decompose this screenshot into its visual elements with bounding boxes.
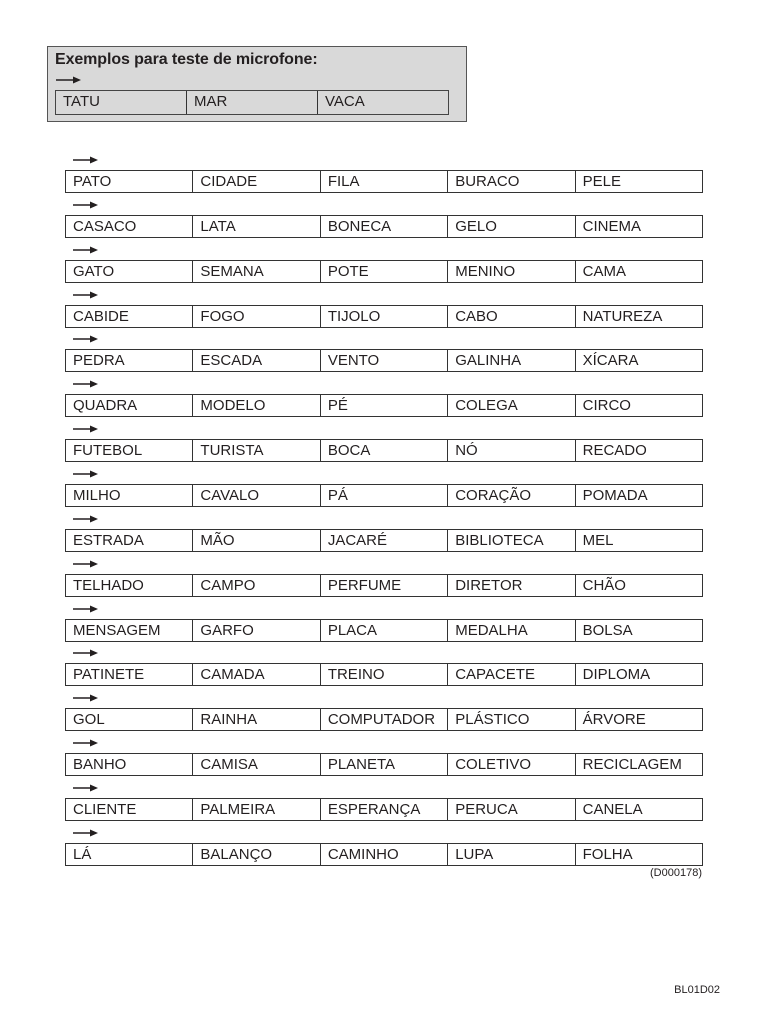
word-cell: COLETIVO [447,754,574,775]
word-cell: VENTO [320,350,447,371]
word-row [65,708,703,731]
word-cell: FILA [320,171,447,192]
word-cell: MILHO [73,487,121,504]
word-row [65,753,703,776]
example-title: Exemplos para teste de microfone: [55,51,318,68]
word-cell: PATINETE [73,666,145,683]
word-cell: COLEGA [447,395,574,416]
word-cell: MENINO [447,261,574,282]
word-cell: MEL [575,530,702,551]
footer-code: BL01D02 [674,984,720,996]
word-cell: MÃO [192,530,319,551]
word-row [65,529,703,552]
word-cell: ÁRVORE [575,709,702,730]
word-cell: NATUREZA [575,306,702,327]
word-cell: PÉ [320,395,447,416]
word-cell: GALINHA [447,350,574,371]
word-cell: QUADRA [73,397,138,414]
word-cell: RAINHA [192,709,319,730]
word-cell: PLACA [320,620,447,641]
example-word: MAR [186,91,317,114]
word-cell: LATA [192,216,319,237]
word-cell: LUPA [447,844,574,865]
word-cell: BANHO [73,756,127,773]
word-cell: GOL [73,711,105,728]
word-row [65,394,703,417]
word-cell: TREINO [320,664,447,685]
right-arrow-icon [73,649,99,657]
word-cell: CANELA [575,799,702,820]
word-cell: PALMEIRA [192,799,319,820]
word-cell: FOGO [192,306,319,327]
word-cell: CABIDE [73,308,129,325]
word-row [65,260,703,283]
word-cell: POTE [320,261,447,282]
word-cell: POMADA [575,485,702,506]
word-cell: ESTRADA [73,532,144,549]
word-cell: TELHADO [73,577,144,594]
word-cell: SEMANA [192,261,319,282]
word-cell: PLÁSTICO [447,709,574,730]
word-cell: NÓ [447,440,574,461]
word-cell: BOLSA [575,620,702,641]
word-cell: CASACO [73,218,137,235]
word-cell: BOCA [320,440,447,461]
right-arrow-icon [73,829,99,837]
right-arrow-icon [73,291,99,299]
right-arrow-icon [73,605,99,613]
word-row [65,843,703,866]
word-cell: TURISTA [192,440,319,461]
word-cell: RECICLAGEM [575,754,702,775]
right-arrow-icon [73,470,99,478]
word-cell: CAMADA [192,664,319,685]
word-cell: BALANÇO [192,844,319,865]
word-cell: PÁ [320,485,447,506]
word-cell: CAMPO [192,575,319,596]
word-cell: PEDRA [73,352,125,369]
word-cell: MODELO [192,395,319,416]
word-cell: BURACO [447,171,574,192]
word-cell: CAMISA [192,754,319,775]
word-row [65,574,703,597]
word-cell: CHÃO [575,575,702,596]
word-cell: COMPUTADOR [320,709,447,730]
word-cell: DIPLOMA [575,664,702,685]
right-arrow-icon [73,694,99,702]
right-arrow-icon [73,335,99,343]
word-cell: MENSAGEM [73,622,161,639]
microphone-test-box [47,46,467,122]
word-cell: CORAÇÃO [447,485,574,506]
word-cell: PLANETA [320,754,447,775]
example-word-row [55,90,449,115]
word-row [65,484,703,507]
word-cell: CAPACETE [447,664,574,685]
right-arrow-icon [73,380,99,388]
word-cell: RECADO [575,440,702,461]
word-row [65,663,703,686]
word-cell: CLIENTE [73,801,137,818]
word-row [65,439,703,462]
word-cell: BIBLIOTECA [447,530,574,551]
right-arrow-icon [73,739,99,747]
word-cell: PATO [73,173,112,190]
word-cell: CINEMA [575,216,702,237]
word-row [65,349,703,372]
word-cell: PERUCA [447,799,574,820]
word-cell: ESPERANÇA [320,799,447,820]
word-cell: CIRCO [575,395,702,416]
word-cell: CAMA [575,261,702,282]
example-word: VACA [317,91,448,114]
word-cell: CIDADE [192,171,319,192]
word-cell: DIRETOR [447,575,574,596]
word-row [65,215,703,238]
word-cell: PERFUME [320,575,447,596]
right-arrow-icon [73,246,99,254]
word-cell: CAVALO [192,485,319,506]
right-arrow-icon [73,560,99,568]
word-row [65,619,703,642]
word-cell: FUTEBOL [73,442,143,459]
word-cell: ESCADA [192,350,319,371]
word-cell: MEDALHA [447,620,574,641]
word-cell: FOLHA [575,844,702,865]
word-cell: CAMINHO [320,844,447,865]
right-arrow-icon [73,156,99,164]
example-word: TATU [56,91,186,114]
word-row [65,170,703,193]
word-cell: XÍCARA [575,350,702,371]
word-cell: CABO [447,306,574,327]
right-arrow-icon [73,515,99,523]
right-arrow-icon [56,76,82,84]
word-cell: JACARÉ [320,530,447,551]
word-cell: GATO [73,263,115,280]
word-row [65,798,703,821]
item-code: (D000178) [650,867,702,879]
word-cell: BONECA [320,216,447,237]
word-cell: PELE [575,171,702,192]
right-arrow-icon [73,784,99,792]
word-cell: GARFO [192,620,319,641]
right-arrow-icon [73,425,99,433]
word-cell: LÁ [73,846,92,863]
word-cell: TIJOLO [320,306,447,327]
word-row [65,305,703,328]
right-arrow-icon [73,201,99,209]
word-cell: GELO [447,216,574,237]
